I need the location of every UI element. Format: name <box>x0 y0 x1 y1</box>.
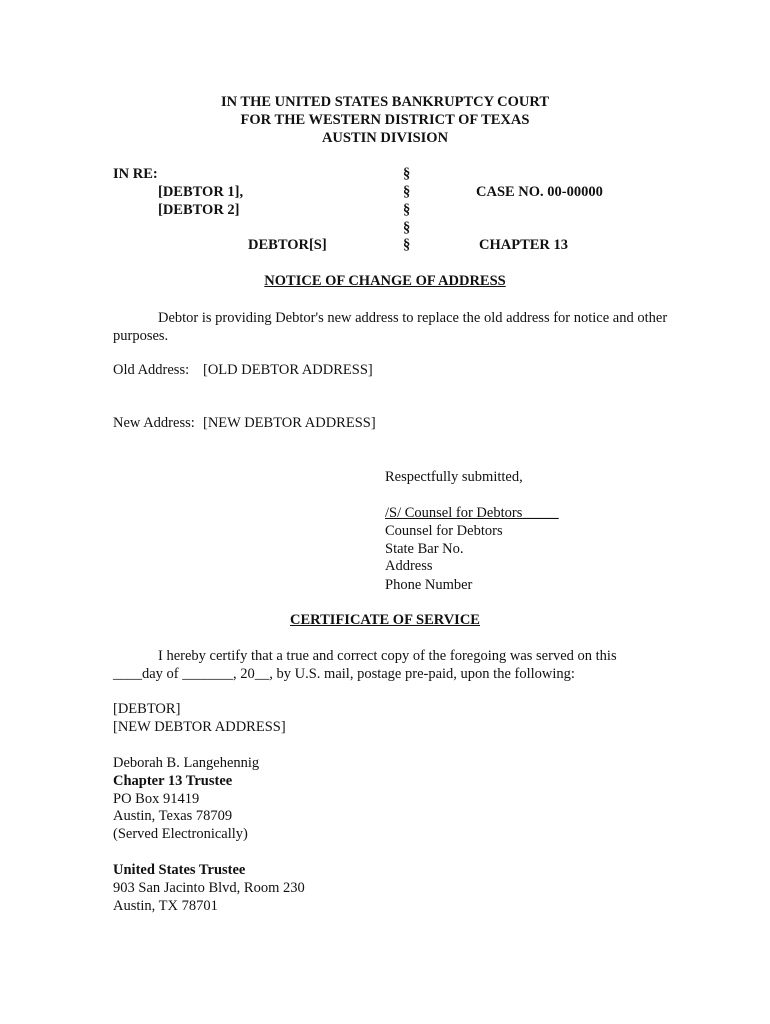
section-symbol: § <box>403 220 411 236</box>
service-debtor: [DEBTOR] <box>113 701 181 717</box>
section-symbol: § <box>403 237 411 253</box>
debtor-1: [DEBTOR 1], <box>158 184 244 200</box>
signature-blank: _____ <box>522 505 559 521</box>
debtors-label: DEBTOR[S] <box>248 237 327 253</box>
section-symbol: § <box>403 166 411 182</box>
us-trustee-address-line: Austin, TX 78701 <box>113 898 218 914</box>
us-trustee-title: United States Trustee <box>113 862 246 878</box>
new-address-value: [NEW DEBTOR ADDRESS] <box>203 415 376 431</box>
trustee-address-line: PO Box 91419 <box>113 791 200 807</box>
case-number: CASE NO. 00-00000 <box>476 184 603 200</box>
closing: Respectfully submitted, <box>385 469 523 485</box>
old-address-value: [OLD DEBTOR ADDRESS] <box>203 362 373 378</box>
new-address-label: New Address: <box>113 415 195 431</box>
signature-counsel: Counsel for Debtors <box>385 523 503 539</box>
certificate-line1: I hereby certify that a true and correct copy of the foregoing was served on this <box>158 648 617 664</box>
signature-address: Address <box>385 558 433 574</box>
trustee-address-line: Austin, Texas 78709 <box>113 808 233 824</box>
debtor-2: [DEBTOR 2] <box>158 202 240 218</box>
court-header-line3: AUSTIN DIVISION <box>321 130 449 146</box>
trustee-title: Chapter 13 Trustee <box>113 773 233 789</box>
court-header-line1: IN THE UNITED STATES BANKRUPTCY COURT <box>220 94 550 110</box>
notice-body: Debtor is providing Debtor's new address to replace the old address for notice and other purposes. <box>113 310 668 344</box>
section-symbol: § <box>403 202 411 218</box>
old-address-label: Old Address: <box>113 362 190 378</box>
notice-title: NOTICE OF CHANGE OF ADDRESS <box>264 273 506 289</box>
service-debtor-address: [NEW DEBTOR ADDRESS] <box>113 719 286 735</box>
in-re-label: IN RE: <box>113 166 158 182</box>
court-header-line2: FOR THE WESTERN DISTRICT OF TEXAS <box>240 112 530 128</box>
us-trustee-address-line: 903 San Jacinto Blvd, Room 230 <box>113 880 305 896</box>
trustee-served-note: (Served Electronically) <box>113 826 248 842</box>
section-symbol: § <box>403 184 411 200</box>
trustee-name: Deborah B. Langehennig <box>113 755 260 771</box>
certificate-title: CERTIFICATE OF SERVICE <box>290 612 480 628</box>
chapter-label: CHAPTER 13 <box>479 237 569 253</box>
signature-line <box>385 505 559 522</box>
signature-phone: Phone Number <box>385 577 473 593</box>
certificate-line2: ____day of _______, 20__, by U.S. mail, postage pre-paid, upon the following: <box>113 666 575 682</box>
signature-name: /S/ Counsel for Debtors <box>385 505 523 521</box>
signature-bar-no: State Bar No. <box>385 541 464 557</box>
